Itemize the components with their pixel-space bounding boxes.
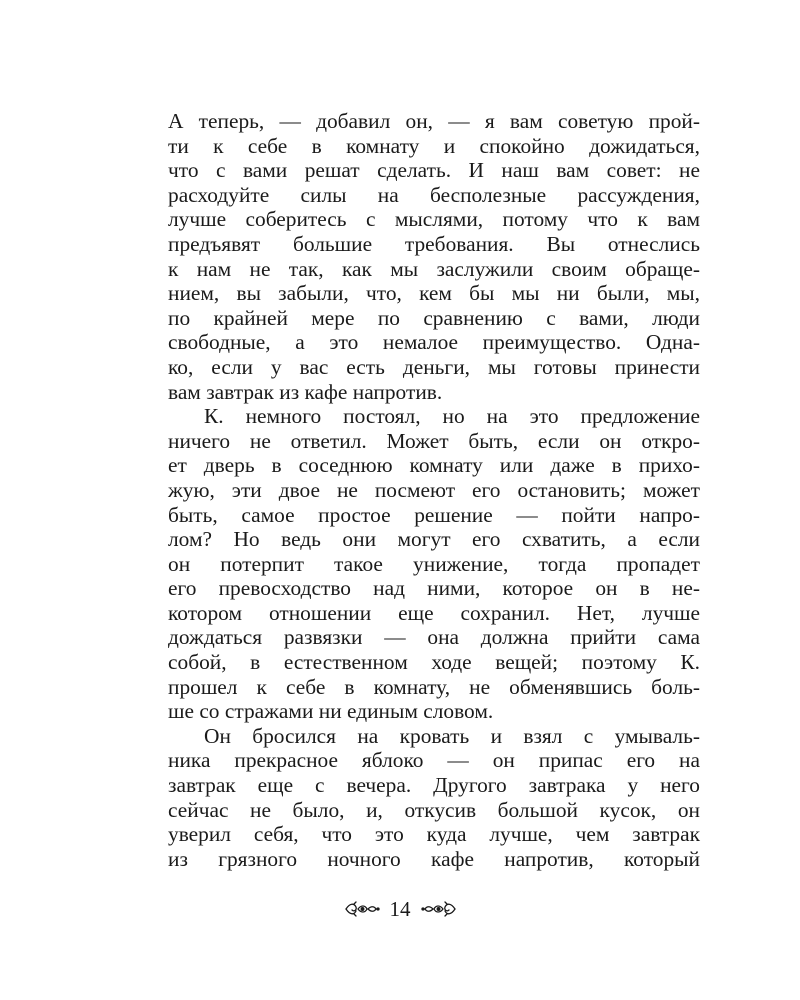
text-line: ше со стражами ни единым словом. [168,699,494,724]
text-line: по крайней мере по сравнению с вами, люди [168,305,700,330]
text-line: что с вами решат сделать. И наш вам совет: не [168,158,700,183]
text-line: ничего не ответил. Может быть, если он откро- [168,428,700,453]
text-line: к нам не так, как мы заслужили своим обраще- [168,256,700,281]
text-line: из грязного ночного кафе напротив, который [168,846,700,871]
text-line: прошел к себе в комнату, не обменявшись боль- [168,674,700,699]
text-line: ко, если у вас есть деньги, мы готовы принести [168,354,700,379]
text-line: лучше соберитесь с мыслями, потому что к вам [168,207,700,232]
page-number: 14 [389,897,411,921]
text-line: дождаться развязки — она должна прийти сама [168,625,700,650]
text-line: его превосходство над ними, которое он в не- [168,576,700,601]
text-line: вам завтрак из кафе напротив. [168,379,443,404]
text-line: он потерпит такое унижение, тогда пропадет [168,551,700,576]
floral-ornament-icon [344,900,380,918]
text-line: котором отношении еще сохранил. Нет, лучше [168,600,700,625]
text-line: нием, вы забыли, что, кем бы мы ни были, мы, [168,281,700,306]
folio [0,895,800,923]
text-line: Он бросился на кровать и взял с умываль- [204,723,700,748]
text-line: А теперь, — добавил он, — я вам советую прой- [168,109,700,133]
text-line: расходуйте силы на бесполезные рассуждения, [168,182,700,207]
text-line: быть, самое простое решение — пойти напро- [168,502,700,527]
text-line: лом? Но ведь они могут его схватить, а если [168,527,700,552]
text-line: предъявят большие требования. Вы отнеслись [168,231,700,256]
text-line: свободные, а это немалое преимущество. Одна- [168,330,700,355]
body-text [168,109,700,871]
text-line: завтрак еще с вечера. Другого завтрака у него [168,773,700,798]
text-line: ет дверь в соседнюю комнату или даже в прихо- [168,453,700,478]
text-line: ника прекрасное яблоко — он припас его на [168,748,700,773]
text-line: уверил себя, что это куда лучше, чем завтрак [168,822,700,847]
text-line: собой, в естественном ходе вещей; поэтому К. [168,650,700,675]
text-line: сейчас не было, и, откусив большой кусок, он [168,797,700,822]
text-line: жую, эти двое не посмеют его остановить; может [168,477,700,502]
floral-ornament-icon [421,900,457,918]
text-line: К. немного постоял, но на это предложение [204,404,700,429]
text-line: ти к себе в комнату и спокойно дожидаться, [168,133,700,158]
